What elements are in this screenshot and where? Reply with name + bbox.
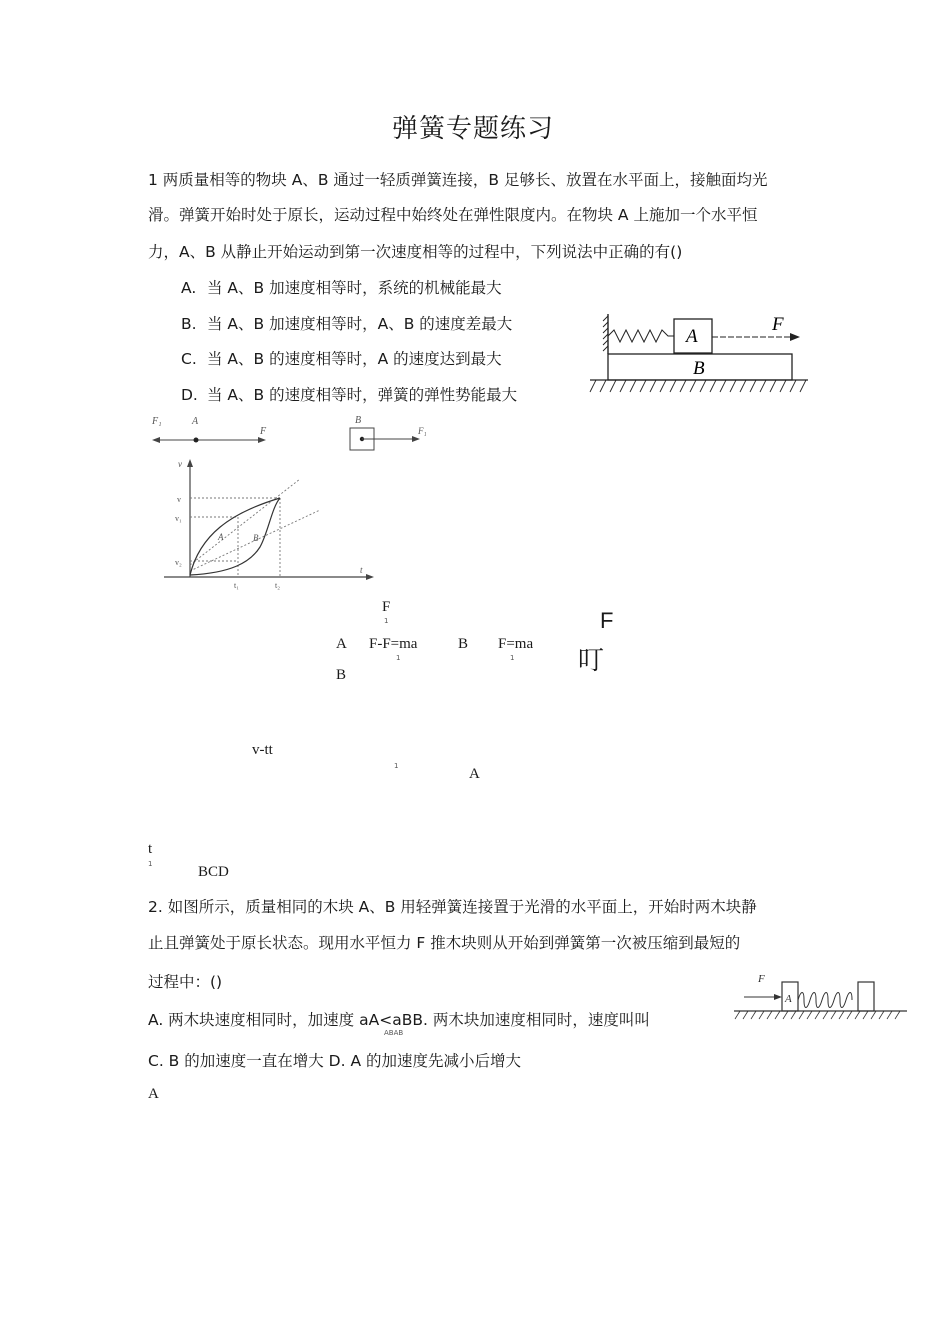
sol-f-top: F bbox=[382, 599, 391, 615]
q2-block-a-label: A bbox=[785, 993, 792, 1005]
q2-force-label: F bbox=[758, 973, 765, 985]
q1-force-label: F bbox=[772, 314, 784, 335]
sol-row-a: A bbox=[336, 636, 347, 652]
q1-spring-block-figure bbox=[590, 310, 810, 400]
q2-line-3: 过程中：() bbox=[148, 973, 223, 991]
sol-sub-2: 1 bbox=[396, 654, 401, 662]
vt-v-axis-label: v bbox=[178, 459, 182, 469]
q1-option-a-text: 当 A、B 加速度相等时，系统的机械能最大 bbox=[207, 279, 502, 297]
vt-t-axis-label: t bbox=[360, 565, 363, 575]
q2-line-1: 2. 如图所示，质量相同的木块 A、B 用轻弹簧连接置于光滑的水平面上，开始时两木块静 bbox=[148, 898, 757, 916]
sol-big-f: F bbox=[600, 608, 614, 633]
q2-option-ab-subscripts: ABAB bbox=[384, 1029, 404, 1037]
vt-v-top-label: v bbox=[177, 495, 181, 504]
sol-ans-a: A bbox=[469, 766, 480, 782]
q1-option-b-text: 当 A、B 加速度相等时，A、B 的速度差最大 bbox=[207, 315, 513, 333]
sol-big-char: 叮 bbox=[578, 646, 605, 676]
q1-line-3: 力，A、B 从静止开始运动到第一次速度相等的过程中，下列说法中正确的有() bbox=[148, 243, 683, 261]
vt-a-curve-label: A bbox=[218, 532, 224, 542]
fbd-b-label: B bbox=[355, 415, 362, 426]
q1-option-c-text: 当 A、B 的速度相等时，A 的速度达到最大 bbox=[207, 350, 502, 368]
sol-row-b2: B bbox=[336, 667, 347, 683]
q1-line-2: 滑。弹簧开始时处于原长，运动过程中始终处在弹性限度内。在物块 A 上施加一个水平恒 bbox=[148, 206, 758, 224]
fbd-f1-label: F₁ bbox=[152, 416, 162, 427]
q2-option-cd: C. B 的加速度一直在增大 D. A 的加速度先减小后增大 bbox=[148, 1052, 521, 1070]
fbd-f2-label: F₁ bbox=[418, 426, 427, 436]
vt-v1-label: v₁ bbox=[175, 514, 182, 523]
sol-sub-1: 1 bbox=[384, 617, 389, 625]
sol-sub-3: 1 bbox=[510, 654, 515, 662]
fbd-a-label: A bbox=[192, 416, 199, 427]
q1-option-a-label: A. bbox=[181, 279, 197, 297]
q1-line-1: 1 两质量相等的物块 A、B 通过一轻质弹簧连接，B 足够长、放置在水平面上，接触面均光 bbox=[148, 171, 768, 189]
q1-option-c-label: C. bbox=[181, 350, 197, 368]
q2-answer: A bbox=[148, 1086, 159, 1102]
q1-option-d-text: 当 A、B 的速度相等时，弹簧的弹性势能最大 bbox=[207, 386, 518, 404]
q1-block-a-label: A bbox=[686, 326, 698, 347]
sol-sub-5: 1 bbox=[148, 860, 153, 868]
q2-line-2: 止且弹簧处于原长状态。现用水平恒力 F 推木块则从开始到弹簧第一次被压缩到最短的 bbox=[148, 934, 741, 952]
q1-fbd-b bbox=[346, 412, 436, 457]
q1-block-b-label: B bbox=[693, 358, 705, 379]
q1-option-d-label: D. bbox=[181, 386, 198, 404]
q1-option-b-label: B. bbox=[181, 315, 197, 333]
vt-t2-label: t₂ bbox=[275, 581, 281, 590]
sol-eq-2: F=ma bbox=[498, 636, 534, 652]
sol-sub-4: 1 bbox=[394, 762, 399, 770]
q1-vt-graph bbox=[160, 455, 390, 590]
sol-row-b: B bbox=[458, 636, 469, 652]
vt-t1-label: t₁ bbox=[234, 581, 240, 590]
sol-eq-1: F-F=ma bbox=[369, 636, 418, 652]
fbd-f-label: F bbox=[260, 426, 267, 437]
page-title: 弹簧专题练习 bbox=[392, 114, 555, 144]
sol-t-mark: t bbox=[148, 841, 153, 857]
vt-v2-label: v₂ bbox=[175, 558, 182, 567]
q2-option-ab: A. 两木块速度相同时，加速度 aA<aBB. 两木块加速度相同时，速度叫叫 bbox=[148, 1011, 650, 1029]
q1-answer: BCD bbox=[198, 864, 229, 880]
q1-fbd-a bbox=[150, 412, 280, 452]
sol-vtt: v-tt bbox=[252, 742, 273, 758]
q2-spring-figure bbox=[732, 970, 912, 1025]
vt-b-curve-label: B bbox=[253, 533, 259, 543]
